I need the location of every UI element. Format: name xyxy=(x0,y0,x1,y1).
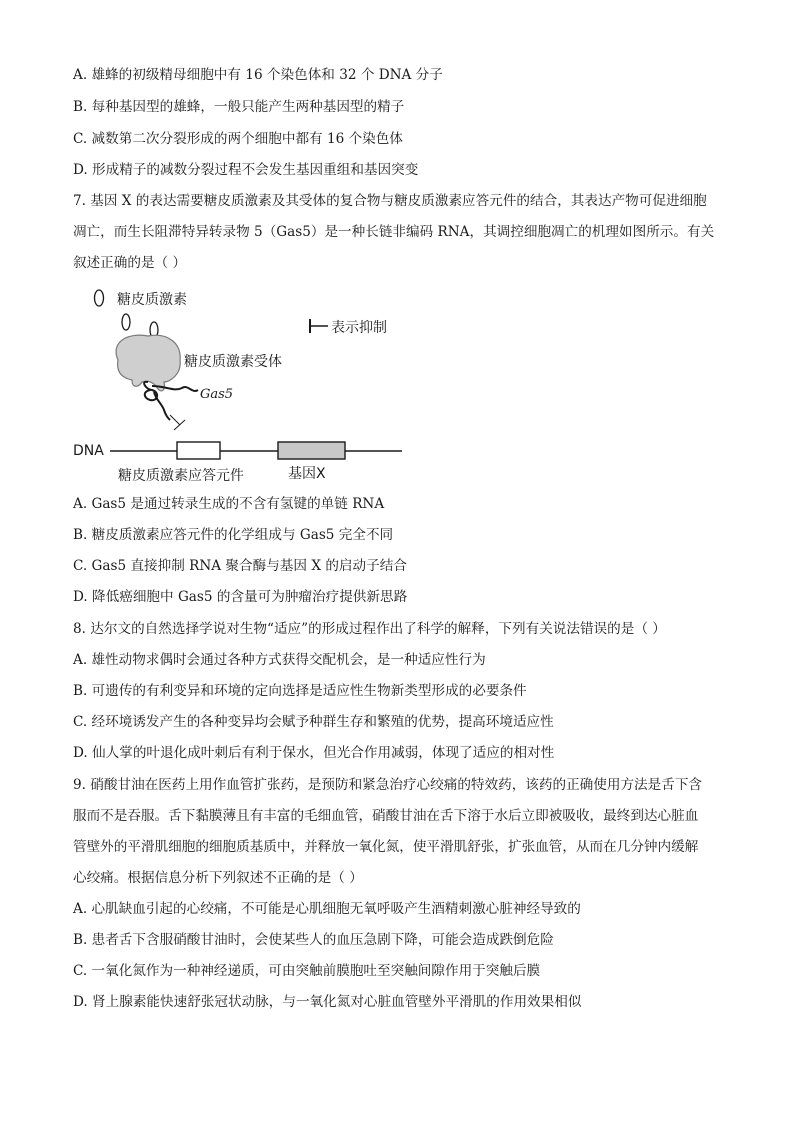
q9-option-a: A. 心肌缺血引起的心绞痛，不可能是心肌细胞无氧呼吸产生酒精刺激心脏神经导致的 xyxy=(73,901,581,917)
response-element-box xyxy=(177,442,220,459)
q7-stem-line-1: 7. 基因 X 的表达需要糖皮质激素及其受体的复合物与糖皮质激素应答元件的结合，其表达产物可促进细胞 xyxy=(73,193,707,209)
q6-option-c: C. 减数第二次分裂形成的两个细胞中都有 16 个染色体 xyxy=(73,131,403,147)
legend-inhibit-label: 表示抑制 xyxy=(331,320,387,336)
q9-option-d: D. 肾上腺素能快速舒张冠状动脉，与一氧化氮对心脏血管壁外平滑肌的作用效果相似 xyxy=(73,994,582,1010)
q6-option-a: A. 雄蜂的初级精母细胞中有 16 个染色体和 32 个 DNA 分子 xyxy=(73,67,443,83)
q9-stem-line-1: 9. 硝酸甘油在医药上用作血管扩张药，是预防和紧急治疗心绞痛的特效药，该药的正确使用方法是舌下含 xyxy=(73,777,703,793)
response-element-label: 糖皮质激素应答元件 xyxy=(118,468,244,484)
gene-x-box xyxy=(278,442,345,459)
q9-stem-line-2: 服而不是吞服。舌下黏膜薄且有丰富的毛细血管，硝酸甘油在舌下溶于水后立即被吸收，最终到达心脏血 xyxy=(73,808,699,824)
gas5-rna-strand xyxy=(144,382,198,401)
q9-stem-line-4: 心绞痛。根据信息分析下列叙述不正确的是（ ） xyxy=(73,870,363,886)
q9-option-c: C. 一氧化氮作为一种神经递质，可由突触前膜胞吐至突触间隙作用于突触后膜 xyxy=(73,963,541,979)
hormone-icon xyxy=(95,290,104,306)
q8-option-c: C. 经环境诱发产生的各种变异均会赋予种群生存和繁殖的优势，提高环境适应性 xyxy=(73,714,554,730)
gas5-rna-tail xyxy=(154,392,170,420)
q6-option-d: D. 形成精子的减数分裂过程不会发生基因重组和基因突变 xyxy=(73,162,419,178)
receptor-shape xyxy=(116,335,180,391)
q8-option-d: D. 仙人掌的叶退化成叶刺后有利于保水，但光合作用减弱，体现了适应的相对性 xyxy=(73,745,555,761)
q9-option-b: B. 患者舌下含服硝酸甘油时，会使某些人的血压急剧下降，可能会造成跌倒危险 xyxy=(73,932,554,948)
gas5-mechanism-figure xyxy=(70,282,430,492)
q8-option-a: A. 雄性动物求偶时会通过各种方式获得交配机会，是一种适应性行为 xyxy=(73,652,486,668)
q9-stem-line-3: 管壁外的平滑肌细胞的细胞质基质中，并释放一氧化氮，使平滑肌舒张，扩张血管，从而在几分钟内缓解 xyxy=(73,839,699,855)
q7-option-a: A. Gas5 是通过转录生成的不含有氢键的单链 RNA xyxy=(73,496,385,512)
gas5-label: Gas5 xyxy=(200,387,234,402)
hormone-label: 糖皮质激素 xyxy=(117,292,187,308)
receptor-label: 糖皮质激素受体 xyxy=(184,354,282,370)
hormone-molecule-1 xyxy=(122,314,130,330)
q8-option-b: B. 可遗传的有利变异和环境的定向选择是适应性生物新类型形成的必要条件 xyxy=(73,683,527,699)
inhibition-arrow xyxy=(170,415,180,425)
gene-x-label: 基因X xyxy=(288,466,326,482)
q7-stem-line-2: 凋亡，而生长阻滞特异转录物 5（Gas5）是一种长链非编码 RNA，其调控细胞凋亡的机理如图所示。有关 xyxy=(73,224,715,240)
q8-stem: 8. 达尔文的自然选择学说对生物“适应”的形成过程作出了科学的解释，下列有关说法错误的是（ ） xyxy=(73,621,666,637)
q7-stem-line-3: 叙述正确的是（ ） xyxy=(73,255,187,271)
q6-option-b: B. 每种基因型的雄蜂，一般只能产生两种基因型的精子 xyxy=(73,99,405,115)
q7-option-c: C. Gas5 直接抑制 RNA 聚合酶与基因 X 的启动子结合 xyxy=(73,558,407,574)
q7-option-d: D. 降低癌细胞中 Gas5 的含量可为肿瘤治疗提供新思路 xyxy=(73,589,408,605)
dna-label: DNA xyxy=(73,443,104,459)
q7-option-b: B. 糖皮质激素应答元件的化学组成与 Gas5 完全不同 xyxy=(73,527,394,543)
